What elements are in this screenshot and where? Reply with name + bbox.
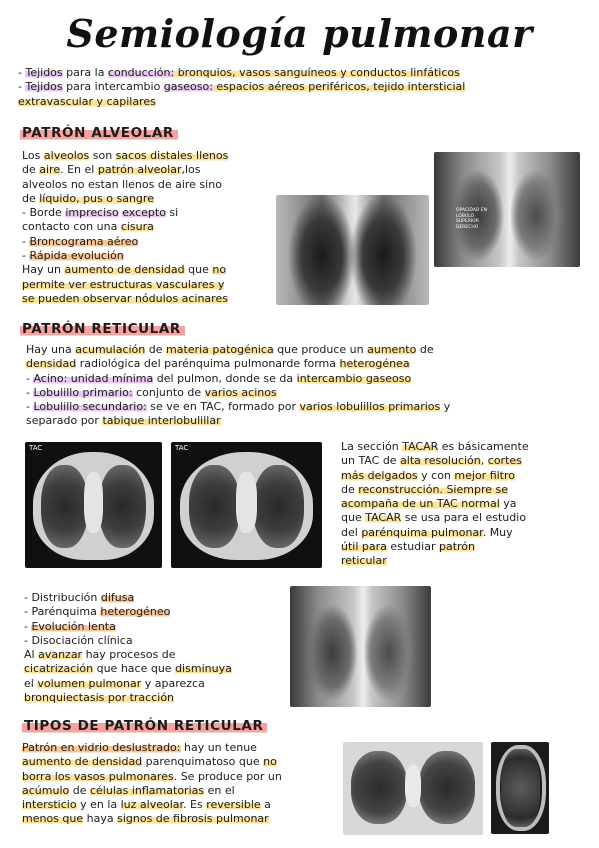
page-title: Semiología pulmonar (66, 11, 533, 56)
vidrio-deslustrado-text: Patrón en vidrio deslustrado: hay un tenue aumento de densidad parenquimatoso que no borra los vasos pulmonares. Se produce por un acúmulo de células inflamatorias en el intersticio y en la luz alveolar. Es reversible a menos que haya signos de fibrosis pulmonar (22, 741, 282, 826)
heading-patron-reticular: PATRÓN RETICULAR (20, 320, 185, 338)
alveolar-text: Los alveolos son sacos distales llenos de aire. En el patrón alveolar,los alveolos no estan llenos de aire sino de líquido, pus o sangre - Borde impreciso excepto si contacto con una cisura - Broncograma aéreo - Rápida evolución Hay un aumento de densidad que no permite ver estructuras vasculares y se pueden observar nódulos acinares (22, 149, 229, 305)
ct-scan-image-1 (25, 442, 162, 568)
chest-xray-reticular-image (290, 586, 431, 707)
chest-xray-alveolar-image (276, 195, 429, 305)
heading-patron-alveolar: PATRÓN ALVEOLAR (20, 124, 178, 142)
intro-line-2: - Tejidos para intercambio gaseoso: espacios aéreos periféricos, tejido intersticial (18, 80, 466, 94)
ct-label: TAC (175, 444, 189, 452)
xray-annotation: OPACIDAD EN LÓBULO SUPERIOR DERECHO (456, 208, 488, 230)
intro-line-1: - Tejidos para la conducción: bronquios, vasos sanguíneos y conductos linfáticos (18, 66, 460, 79)
chest-xray-annotated-image (434, 152, 580, 267)
ct-scan-image-2 (171, 442, 322, 568)
heading-tipos-patron-reticular: TIPOS DE PATRÓN RETICULAR (22, 717, 267, 735)
ct-scan-vidrio-detail-image (491, 742, 549, 834)
tacar-text: La sección TACAR es básicamente un TAC de alta resolución, cortes más delgados y con mejor filtro de reconstrucción. Siempre se acompaña de un TAC normal ya que TACAR se usa para el estudio del parénquima pulmonar. Muy útil para estudiar patrón reticular (341, 440, 529, 568)
ct-scan-vidrio-deslustrado-image (343, 742, 483, 835)
intro-line-3: extravascular y capilares (18, 94, 156, 108)
reticular-text: Hay una acumulación de materia patogénica que produce un aumento de densidad radiológica del parénquima pulmonarde forma heterogénea - Acino: unidad mínima del pulmon, donde se da intercambio gaseoso - Lobulillo primario: conjunto de varios acinos - Lobulillo secundario: se ve en TAC, formado por varios lobulillos primarios y separado por tabique interlobulillar (26, 343, 451, 428)
ct-label: TAC (29, 444, 43, 452)
intro-block (18, 66, 588, 109)
reticular-features: - Distribución difusa - Parénquima heterogéneo - Evolución lenta - Disociación clínica Al avanzar hay procesos de cicatrización que hace que disminuya el volumen pulmonar y aparezca bronquiectasis por tracción (24, 591, 232, 705)
